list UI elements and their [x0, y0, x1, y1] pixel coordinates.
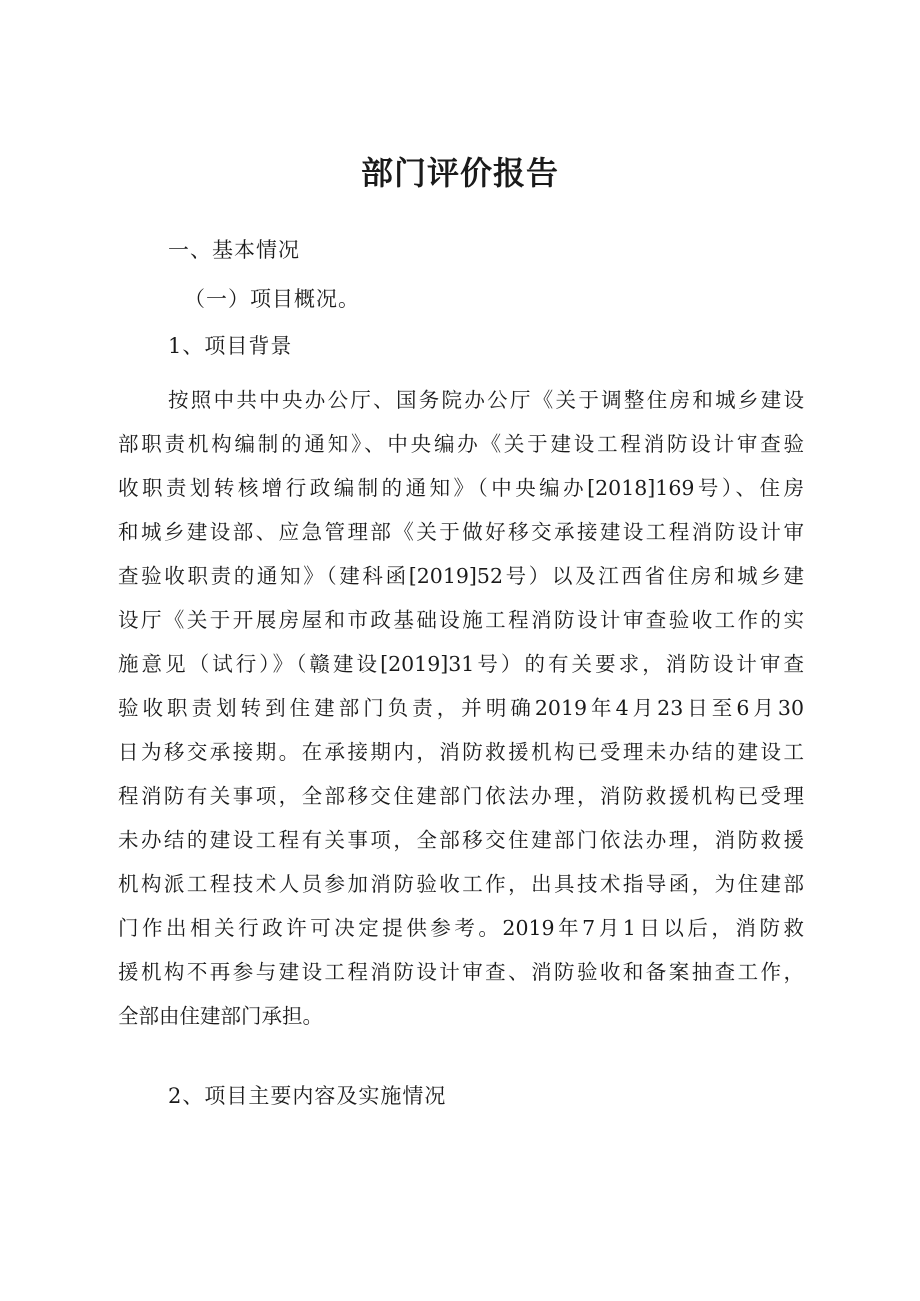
- paragraph-line: 施意见（试行）》（赣建设[2019]31号）的有关要求，消防设计审查: [118, 652, 804, 676]
- paragraph-line: 查验收职责的通知》（建科函[2019]52号）以及江西省住房和城乡建: [118, 564, 804, 588]
- paragraph-line: 全部由住建部门承担。: [118, 1004, 323, 1028]
- document-title: 部门评价报告: [360, 154, 559, 192]
- paragraph-line: 门作出相关行政许可决定提供参考。2019年7月1日以后，消防救: [118, 916, 804, 940]
- paragraph-line: 验收职责划转到住建部门负责，并明确2019年4月23日至6月30: [118, 696, 804, 720]
- paragraph-line: 按照中共中央办公厅、国务院办公厅《关于调整住房和城乡建设: [168, 388, 804, 412]
- paragraph-line: 援机构不再参与建设工程消防设计审查、消防验收和备案抽查工作，: [118, 960, 804, 984]
- paragraph-line: 日为移交承接期。在承接期内，消防救援机构已受理未办结的建设工: [118, 740, 804, 764]
- paragraph-line: 收职责划转核增行政编制的通知》（中央编办[2018]169号）、住房: [118, 476, 804, 500]
- background-paragraph: [118, 378, 804, 1038]
- subsection-heading-project-overview: （一）项目概况。: [184, 287, 360, 311]
- paragraph-line: 设厅《关于开展房屋和市政基础设施工程消防设计审查验收工作的实: [118, 608, 804, 632]
- paragraph-line: 和城乡建设部、应急管理部《关于做好移交承接建设工程消防设计审: [118, 520, 804, 544]
- paragraph-line: 程消防有关事项，全部移交住建部门依法办理，消防救援机构已受理: [118, 784, 804, 808]
- section-heading-basic-info: 一、基本情况: [168, 238, 300, 262]
- paragraph-line: 未办结的建设工程有关事项，全部移交住建部门依法办理，消防救援: [118, 828, 804, 852]
- item-heading-main-content: 2、项目主要内容及实施情况: [168, 1084, 447, 1108]
- paragraph-line: 机构派工程技术人员参加消防验收工作，出具技术指导函，为住建部: [118, 872, 804, 896]
- item-heading-project-background: 1、项目背景: [168, 334, 293, 358]
- paragraph-line: 部职责机构编制的通知》、中央编办《关于建设工程消防设计审查验: [118, 432, 804, 456]
